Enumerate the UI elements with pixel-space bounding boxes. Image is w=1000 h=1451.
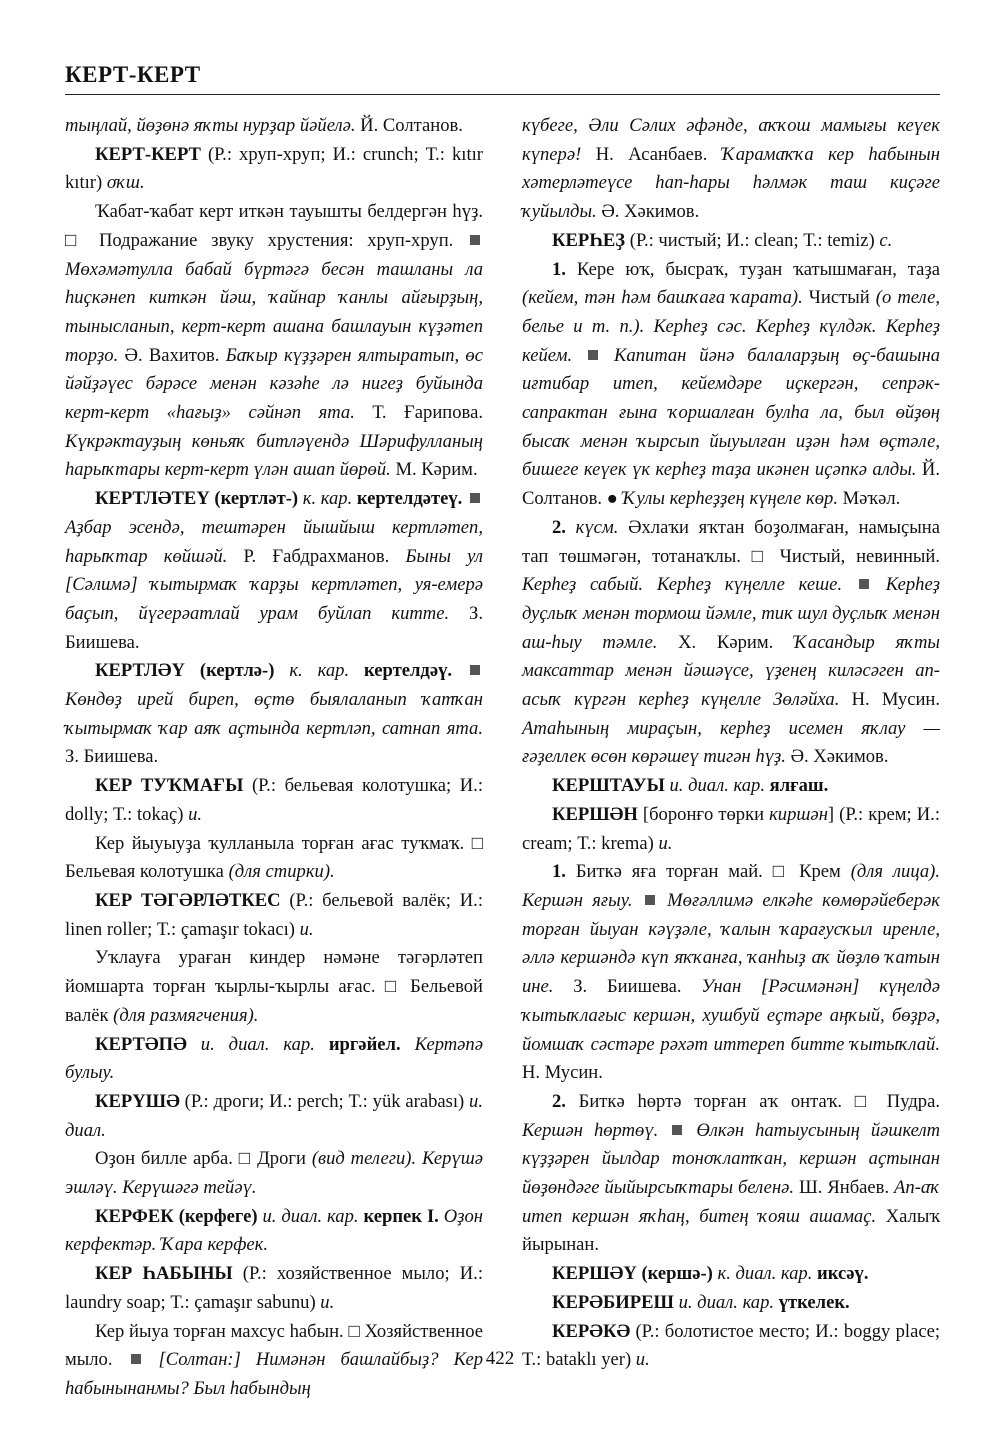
dictionary-paragraph: КЕР ТӘГӘРЛӘТКЕС (Р.: бельевой валёк; И.: linen roller; Т.: çamaşır tokacı) и. bbox=[65, 889, 483, 940]
dictionary-paragraph: КЕРТӘПӘ и. диал. кар. иргәйел. Кертәпә булыу. bbox=[65, 1033, 483, 1084]
dictionary-paragraph: КЕР ТУҠМАҒЫ (Р.: бельевая колотушка; И.: dolly; Т.: tokaç) и. bbox=[65, 775, 483, 825]
dictionary-paragraph: тыңлай, йөҙөнә яҡты нурҙар йәйелә. Й. Солтанов. bbox=[65, 115, 463, 136]
dictionary-paragraph: Ҡабат-ҡабат керт иткән тауышты белдергән һүҙ. □ Подражание звуку хрустения: хруп-хруп. Мөхәмәтулла бабай бүртәгә бесән ташланы ла һиҫкәнеп киткән йәш, ҡайнар ҡанлы айғырҙың, тынысланып, керт-керт ашана башлауын күҙәтеп торҙо. Ә. Вахитов. Баҡыр күҙҙәрен ялтыратып, өс йәйҙәүес бәрәсе менән кәзәһе лә нигеҙ буйында керт-керт «һағыҙ» сәйнәп ята. Т. Ғарипова. Күкрәктауҙың көньяҡ битләүендә Шәрифулланың һарыҡтары керт-керт үлән ашап йөрөй. М. Кәрим. bbox=[65, 201, 483, 481]
dictionary-paragraph: 2. Биткә һөртә торған аҡ онтаҡ. □ Пудра. Кершән һөртөү. Өлкән һатыусының йәшкелт күҙҙәрен йылдар тоноҡлатҡан, кершән аҫтынан йөҙөндәге йыйырсыҡтары беленә. Ш. Янбаев. Ап-аҡ итеп кершән яҡһаң, битең ҡояш ашамаҫ. Халыҡ йырынан. bbox=[522, 1090, 941, 1256]
left-column bbox=[65, 112, 483, 1404]
dictionary-paragraph: күбеге, Әли Сәлих әфәнде, аҡҡош мамығы кеүек күперә! Н. Асанбаев. Ҡарамаҡҡа кер һабынын хәтерләтеүсе һап-һары һәлмәк таш киҫәге ҡуйылды. Ә. Хәкимов. bbox=[522, 115, 940, 223]
example-marker-icon bbox=[672, 1125, 682, 1135]
dictionary-paragraph: КЕРӘБИРЕШ и. диал. кар. үткелек. bbox=[552, 1291, 850, 1313]
example-marker-icon bbox=[470, 493, 480, 503]
dictionary-paragraph: КЕРТЛӘТЕҮ (кертләт-) к. кар. кертелдәтеү. Аҙбар эсендә, тештәрен йышйыш кертләтеп, һарыҡтар көйшәй. Р. Ғабдрахманов. Быны ул [Сәлимә] ҡытырмаҡ ҡарҙы кертләтеп, уя-емерә баҫып, йүгерәатлай урам буйлап китте. З. Биишева. bbox=[65, 488, 483, 653]
example-marker-icon bbox=[859, 579, 869, 589]
dictionary-paragraph: КЕРТЛӘҮ (кертлә-) к. кар. кертелдәү. Көндөҙ ирей биреп, өҫтө быялаланып ҡатҡан ҡытырмаҡ ҡар аяҡ аҫтында кертләп, сатнап ята. З. Биишева. bbox=[65, 660, 483, 768]
dictionary-paragraph: Кер йыуа торған махсус һабын. □ Хозяйственное мыло. [Солтан:] Нимәнән башлайбыҙ? Кер һабынынанмы? Был һабындың bbox=[65, 1320, 484, 1399]
dictionary-paragraph: КЕРШӘҮ (кершә-) к. диал. кар. иксәү. bbox=[552, 1263, 869, 1285]
dictionary-paragraph: Оҙон билле арба. □ Дроги (вид телеги). Керүшә эшләү. Керүшәгә тейәү. bbox=[65, 1148, 483, 1199]
dictionary-paragraph: 2. күсм. Әхлаҡи яҡтан боҙолмаған, намыҫына тап төшмәгән, тотанаҡлы. □ Чистый, невинный. Керһеҙ сабый. Керһеҙ күңелле кеше. Керһеҙ дуҫлыҡ менән тормош йәмле, тик шул дуҫлыҡ менән аш-һыу тәмле. Х. Кәрим. Ҡасандыр яҡты максаттар менән йәшәүсе, үҙенең киләсәген ап-асыҡ күргән керһеҙ күңелле Зөләйха. Н. Мусин. Атаһының мираҫын, керһеҙ исемен яҡлау — ғәҙеллек өсөн көрәшеү тигән һүҙ. Ә. Хәкимов. bbox=[522, 516, 940, 768]
header-rule bbox=[65, 94, 940, 95]
dictionary-paragraph: КЕРТ-КЕРТ (Р.: хруп-хруп; И.: crunch; Т.: kıtır kıtır) оҡш. bbox=[65, 143, 483, 194]
right-column bbox=[522, 112, 940, 1375]
dictionary-paragraph: 1. Кере юҡ, бысраҡ, туҙан ҡатышмаған, таҙа (кейем, тән һәм башҡаға ҡарата). Чистый (о теле, белье и т. п.). Керһеҙ сәс. Керһеҙ күлдәк. Керһеҙ кейем. Капитан йәнә балаларҙың өҫ-башына иғтибар итеп, кейемдәре иҫкергән, сепрәк-сапрактан ғына ҡоршалған булһа ла, был өйҙөң бысаҡ менән ҡырсып йыуылған иҙән һәм өҫтәле, бишеге кеүек үк керһеҙ таҙа икәнен иҫәпкә алды. Й. Солтанов. ● Ҡулы керһеҙҙең күңеле көр. Мәҡәл. bbox=[522, 258, 941, 510]
dictionary-paragraph: КЕРШӘН [боронғо төрки киршән] (Р.: крем; И.: cream; Т.: krema) и. bbox=[522, 803, 940, 854]
example-marker-icon bbox=[470, 235, 480, 245]
example-marker-icon bbox=[470, 665, 480, 675]
dictionary-paragraph: Уҡлауға ураған киндер нәмәне тәгәрләтеп йомшарта торған ҡырлы-ҡырлы ағас. □ Бельевой валёк (для размягчения). bbox=[65, 947, 483, 1026]
page-number: 422 bbox=[485, 1348, 515, 1369]
dictionary-paragraph: КЕР ҺАБЫНЫ (Р.: хозяйственное мыло; И.: laundry soap; Т.: çamaşır sabunu) и. bbox=[65, 1263, 483, 1313]
example-marker-icon bbox=[588, 350, 598, 360]
dictionary-paragraph: КЕРФЕК (керфеге) и. диал. кар. керпек I. Оҙон керфектәр. Ҡара керфек. bbox=[65, 1205, 483, 1256]
dictionary-paragraph: КЕРҺЕҘ (Р.: чистый; И.: clean; Т.: temiz) с. bbox=[552, 229, 893, 251]
example-marker-icon bbox=[645, 895, 655, 905]
running-head: КЕРТ-КЕРТ bbox=[65, 62, 201, 87]
dictionary-paragraph: КЕРӘКӘ (Р.: болотистое место; И.: boggy place; Т.: bataklı yer) и. bbox=[522, 1320, 940, 1371]
dictionary-paragraph: КЕРҮШӘ (Р.: дроги; И.: perch; Т.: yük arabası) и. диал. bbox=[65, 1090, 483, 1141]
dictionary-paragraph: КЕРШТАУЫ и. диал. кар. ялғаш. bbox=[552, 775, 829, 797]
dictionary-paragraph: 1. Биткә яға торған май. □ Крем (для лица). Кершән яғыу. Мөғәллимә елкәһе көмөрәйеберәк торған йыуан кәүҙәле, ҡалын ҡарағусҡыл иренле, әллә кершәндә күп яҡҡанға, ҡанһыҙ аҡ йөҙлө ҡатын ине. З. Биишева. Унан [Рәсимәнән] күңелдә ҡытыҡлағыс кершән, хушбуй еҫтәре аңҡый, бөҙрә, йомшаҡ сәстәре рәхәт иттереп битте ҡытыҡлай. Н. Мусин. bbox=[522, 861, 940, 1084]
dictionary-paragraph: Кер йыуыуҙа ҡулланыла торған ағас туҡмаҡ. □ Бельевая колотушка (для стирки). bbox=[65, 832, 483, 883]
